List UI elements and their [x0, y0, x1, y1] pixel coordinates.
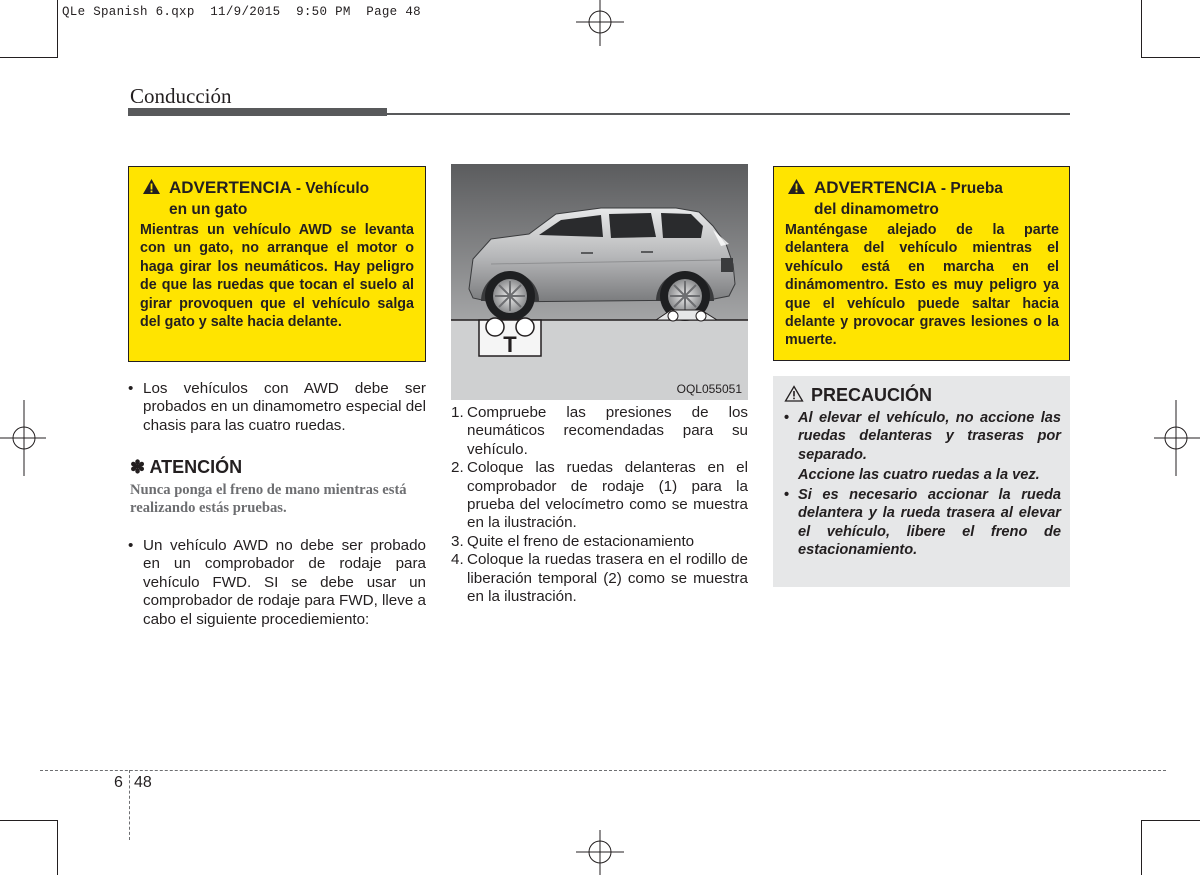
header-rule-thin [387, 113, 1070, 115]
caution-text: Accione las cuatro ruedas a la vez. [798, 466, 1040, 483]
attention-title: ATENCIÓN [149, 457, 243, 477]
warning-subtitle-2: del dinamometro [814, 201, 939, 218]
registration-mark-top [570, 0, 630, 46]
crop-mark [1141, 57, 1200, 58]
warning-subtitle-1: - Vehículo [295, 180, 370, 197]
slug-page-num: 48 [405, 5, 421, 19]
caution-triangle-icon [784, 385, 804, 402]
warning-title: ADVERTENCIA [814, 178, 937, 197]
illustration-panel [451, 164, 748, 400]
step-row [451, 404, 748, 459]
footer-dashed-rule [40, 770, 1166, 771]
warning-triangle-icon [142, 178, 161, 195]
step-number: 3. [451, 532, 464, 550]
caution-text: Al elevar el vehículo, no accione las ruedas delanteras y traseras por separado. [798, 410, 1061, 463]
bullet-fwd-tester [128, 537, 426, 629]
step-row [451, 533, 748, 551]
caution-item-content [798, 486, 1061, 559]
warning-heading [140, 178, 414, 199]
print-slug [62, 5, 421, 19]
registration-mark-bottom [570, 830, 630, 875]
attention-body: Nunca ponga el freno de mano mientras está realizando estás pruebas. [130, 482, 407, 517]
registration-mark-left [0, 400, 46, 476]
suv-on-roller-tester-illustration [451, 164, 748, 400]
footer-dashed-vertical [129, 770, 130, 840]
slug-date: 11/9/2015 [210, 5, 281, 19]
crop-mark [57, 820, 58, 875]
crop-mark [0, 57, 58, 58]
caution-item [784, 409, 1061, 484]
slug-page-word: Page [366, 5, 398, 19]
slug-time: 9:50 PM [296, 5, 351, 19]
procedure-steps [451, 404, 748, 606]
warning-subtitle-row [140, 199, 414, 220]
crop-mark [1141, 0, 1142, 58]
step-number: 2. [451, 459, 464, 477]
step-row [451, 459, 748, 533]
warning-subtitle-1: - Prueba [940, 180, 1003, 197]
caution-heading [784, 385, 1061, 406]
warning-box-dyno [773, 166, 1070, 361]
header-rule-thick [128, 108, 387, 116]
caution-text: Si es necesario accionar la rueda delantera y la rueda trasera al elevar el vehículo, libere el freno de estacionamiento. [798, 487, 1061, 559]
caution-bullet: • [784, 487, 790, 504]
footer-page-number: 48 [134, 774, 152, 791]
bullet-text: Un vehículo AWD no debe ser probado en un comprobador de rodaje para vehículo FWD. SI se debe usar un comprobador de rodaje para FWD, lleve a cabo el siguiente procediemiento: [143, 537, 426, 628]
step-number: 1. [451, 404, 464, 421]
attention-note [130, 457, 428, 518]
crop-mark [1141, 820, 1200, 821]
caution-title: PRECAUCIÓN [811, 385, 933, 405]
caution-box [773, 376, 1070, 587]
crop-mark [1141, 820, 1142, 875]
registration-mark-right [1154, 400, 1200, 476]
section-title: Conducción [130, 84, 232, 108]
warning-subtitle-2: en un gato [169, 201, 248, 218]
warning-body: Manténgase alejado de la parte delantera del vehículo mientras el vehículo está en marcha en el dinámomentro. Esto es muy peligro ya que el vehículo puede saltar hacia delante y provocar graves lesiones o la muerte. [785, 222, 1059, 349]
warning-heading [785, 178, 1059, 199]
step-text: Quite el freno de estacionamiento [467, 532, 695, 550]
step-number: 4. [451, 551, 464, 569]
caution-item [784, 486, 1061, 559]
illustration-caption: OQL055051 [676, 382, 742, 396]
bullet-dot: • [128, 537, 134, 554]
caution-bullet: • [784, 410, 790, 426]
crop-mark [57, 0, 58, 58]
step-row [451, 551, 748, 606]
warning-title: ADVERTENCIA [169, 178, 292, 197]
bullet-dot: • [128, 380, 134, 397]
crop-mark [0, 820, 58, 821]
warning-body: Mientras un vehículo AWD se levanta con un gato, no arranque el motor o haga girar los neumáticos. Hay peligro de que las ruedas que tocan el suelo al girar provoquen que el vehículo salga del gato y salte hacia delante. [140, 222, 414, 331]
attention-star-icon: ✽ [130, 457, 146, 477]
warning-triangle-icon [787, 178, 806, 195]
bullet-awd-dyno [128, 380, 426, 435]
tester-symbol: T [503, 332, 517, 357]
step-text: Coloque la ruedas trasera en el rodillo de liberación temporal (2) como se muestra en la ilustración. [467, 551, 748, 606]
footer-chapter-number: 6 [114, 774, 123, 791]
step-text: Compruebe las presiones de los neumáticos recomendadas para su vehículo. [467, 404, 748, 458]
warning-box-jack [128, 166, 426, 362]
attention-heading [130, 457, 428, 478]
bullet-text: Los vehículos con AWD debe ser probados en un dinamometro especial del chasis para las cuatro ruedas. [143, 380, 426, 434]
warning-subtitle-row [785, 199, 1059, 220]
step-text: Coloque las ruedas delanteras en el comprobador de rodaje (1) para la prueba del velocímetro como se muestra en la ilustración. [467, 459, 748, 532]
slug-file: QLe Spanish 6.qxp [62, 5, 195, 19]
caution-item-content [798, 409, 1061, 484]
